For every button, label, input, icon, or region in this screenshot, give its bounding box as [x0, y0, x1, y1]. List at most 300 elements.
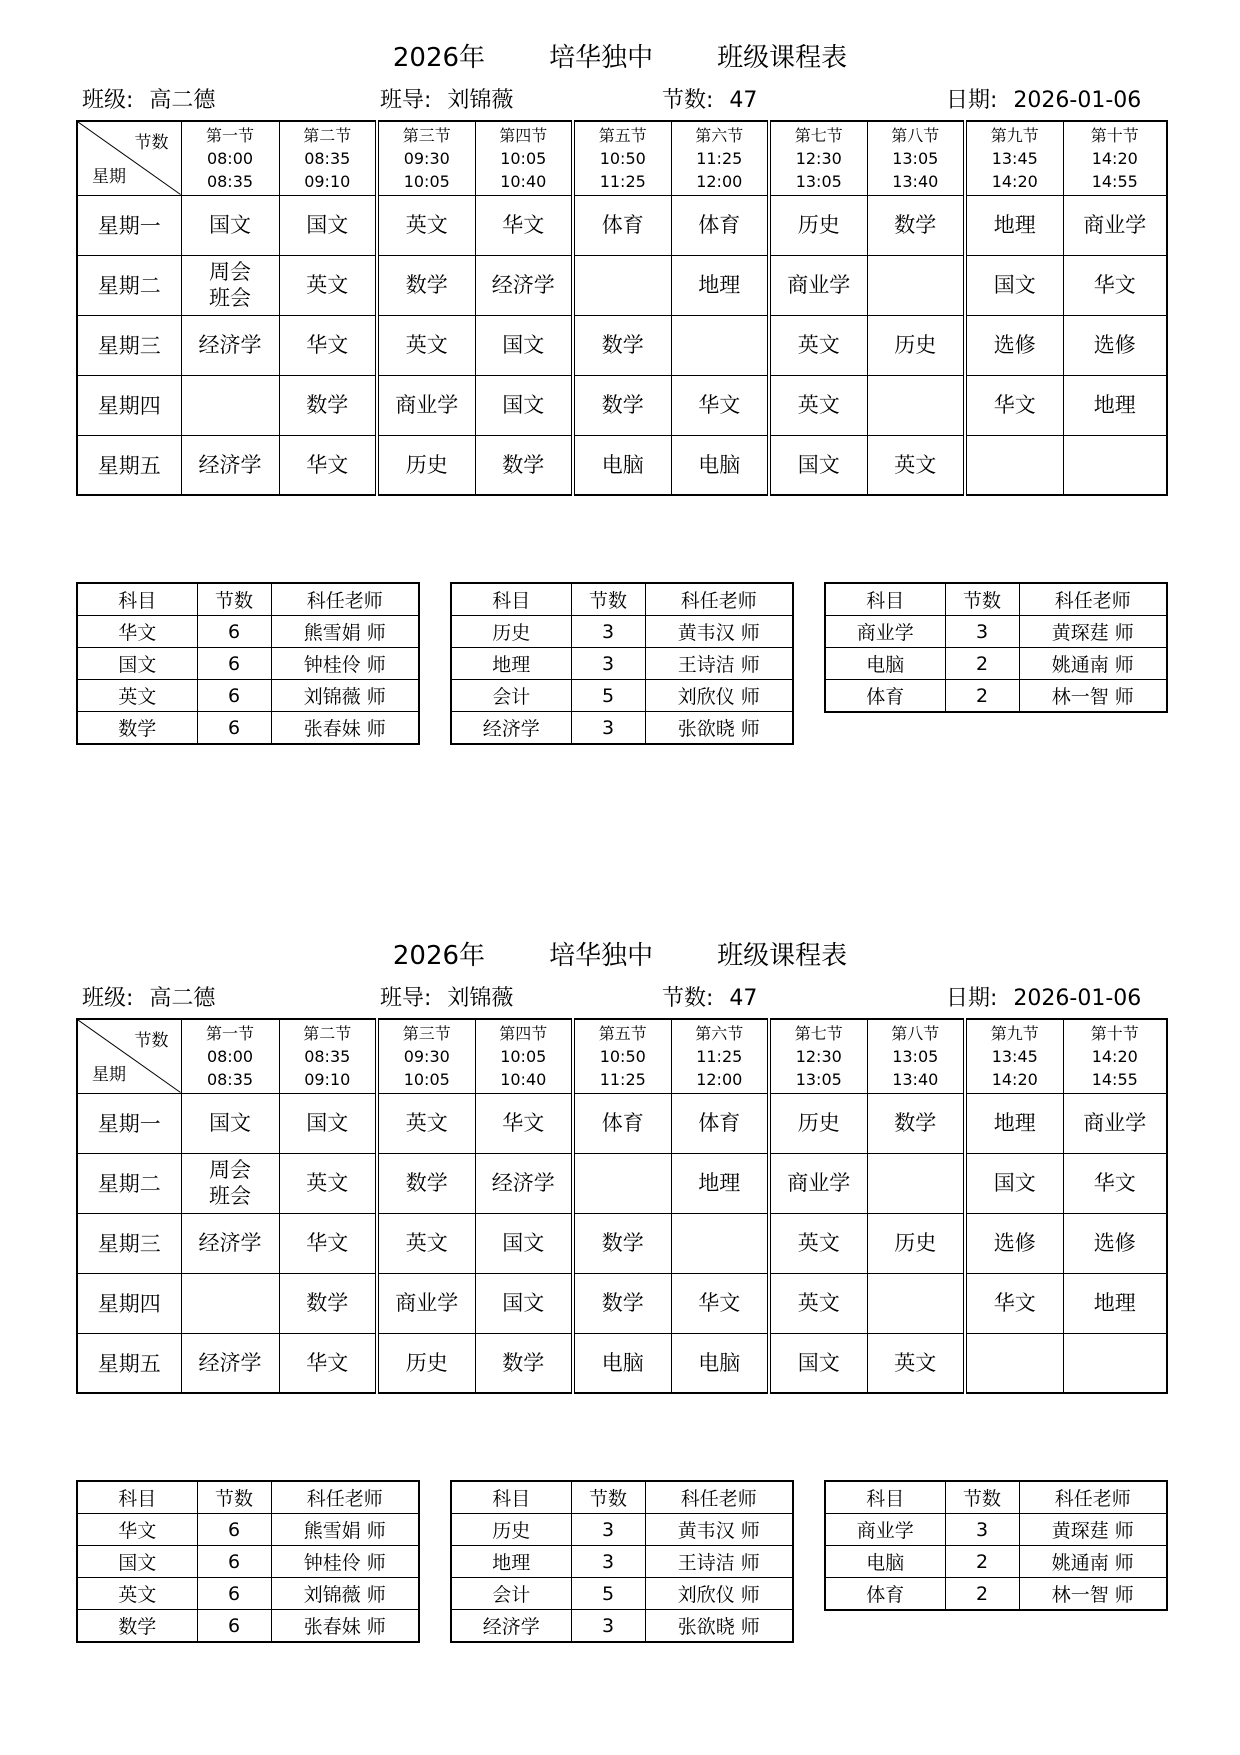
period-header: 第四节 10:05 10:40	[475, 121, 573, 195]
class-cell: 数学	[867, 1093, 965, 1153]
class-cell: 商业学	[377, 375, 475, 435]
class-cell	[965, 1333, 1063, 1393]
count-cell: 2	[945, 648, 1019, 680]
subject-cell: 会计	[451, 1578, 571, 1610]
count-cell: 3	[571, 616, 645, 648]
class-cell: 数学	[573, 1213, 671, 1273]
class-cell: 英文	[279, 255, 377, 315]
periods-value: 47	[729, 986, 758, 1011]
subject-cell: 历史	[451, 616, 571, 648]
class-cell: 国文	[769, 1333, 867, 1393]
subject-header: 科目	[451, 1481, 571, 1514]
teacher-cell: 钟桂伶 师	[271, 1546, 419, 1578]
class-cell: 国文	[279, 1093, 377, 1153]
date-info	[946, 984, 1141, 1014]
corner-bottom-label: 星期	[92, 166, 126, 187]
class-cell: 历史	[769, 195, 867, 255]
class-cell: 电脑	[573, 1333, 671, 1393]
title-year: 2026年	[392, 941, 486, 971]
class-cell: 商业学	[1063, 195, 1167, 255]
class-label: 班级:	[82, 88, 134, 113]
count-cell: 2	[945, 680, 1019, 713]
teacher-cell: 林一智 师	[1019, 1578, 1167, 1611]
class-cell: 选修	[1063, 1213, 1167, 1273]
period-header: 第三节 09:30 10:05	[377, 121, 475, 195]
class-cell: 英文	[377, 315, 475, 375]
teacher-header-row	[451, 1481, 793, 1514]
subject-header: 科目	[451, 583, 571, 616]
count-header: 节数	[197, 583, 271, 616]
day-label: 星期二	[77, 1153, 181, 1213]
day-label: 星期一	[77, 1093, 181, 1153]
mentor-info	[380, 86, 513, 116]
mentor-value: 刘锦薇	[447, 88, 514, 113]
class-cell: 华文	[279, 1333, 377, 1393]
mentor-value: 刘锦薇	[447, 986, 514, 1011]
class-cell: 经济学	[475, 255, 573, 315]
teacher-cell: 黄琛莛 师	[1019, 1514, 1167, 1546]
teacher-cell: 姚通南 师	[1019, 1546, 1167, 1578]
subject-cell: 会计	[451, 680, 571, 712]
teacher-row	[77, 1578, 419, 1610]
class-cell: 地理	[1063, 375, 1167, 435]
period-header: 第一节 08:00 08:35	[181, 121, 279, 195]
subject-cell: 电脑	[825, 1546, 945, 1578]
class-cell: 英文	[377, 1093, 475, 1153]
class-cell: 历史	[867, 1213, 965, 1273]
teacher-cell: 张欲晓 师	[645, 712, 793, 745]
count-cell: 2	[945, 1546, 1019, 1578]
count-header: 节数	[197, 1481, 271, 1514]
teacher-cell: 刘锦薇 师	[271, 680, 419, 712]
class-cell: 选修	[1063, 315, 1167, 375]
subject-cell: 地理	[451, 1546, 571, 1578]
teacher-cell: 钟桂伶 师	[271, 648, 419, 680]
period-header: 第七节 12:30 13:05	[769, 121, 867, 195]
teacher-row	[77, 1546, 419, 1578]
count-cell: 6	[197, 1610, 271, 1643]
period-header: 第十节 14:20 14:55	[1063, 121, 1167, 195]
class-cell: 华文	[475, 195, 573, 255]
day-label: 星期一	[77, 195, 181, 255]
day-row-mon	[77, 1093, 1167, 1153]
count-cell: 6	[197, 1578, 271, 1610]
subject-cell: 地理	[451, 648, 571, 680]
class-cell	[867, 255, 965, 315]
class-cell: 华文	[671, 1273, 769, 1333]
count-cell: 3	[945, 1514, 1019, 1546]
title-school: 培华独中	[549, 941, 654, 971]
teacher-cell: 姚通南 师	[1019, 648, 1167, 680]
period-header: 第四节 10:05 10:40	[475, 1019, 573, 1093]
count-cell: 6	[197, 1514, 271, 1546]
period-header: 第二节 08:35 09:10	[279, 1019, 377, 1093]
period-header: 第五节 10:50 11:25	[573, 1019, 671, 1093]
periods-info	[662, 86, 757, 116]
timetable-copy-1	[0, 0, 1240, 800]
class-cell: 历史	[377, 435, 475, 495]
day-row-fri	[77, 435, 1167, 495]
teacher-cell: 刘欣仪 师	[645, 1578, 793, 1610]
corner-cell	[77, 121, 181, 195]
teacher-table-1	[76, 582, 420, 745]
mentor-label: 班导:	[380, 88, 432, 113]
period-header: 第十节 14:20 14:55	[1063, 1019, 1167, 1093]
teacher-row	[77, 680, 419, 712]
page-title	[0, 938, 1240, 974]
class-cell: 地理	[1063, 1273, 1167, 1333]
teacher-cell: 刘锦薇 师	[271, 1578, 419, 1610]
period-header: 第八节 13:05 13:40	[867, 1019, 965, 1093]
teacher-header: 科任老师	[271, 583, 419, 616]
teacher-header: 科任老师	[645, 1481, 793, 1514]
title-year: 2026年	[392, 43, 486, 73]
mentor-info	[380, 984, 513, 1014]
class-cell: 国文	[475, 1213, 573, 1273]
schedule-table	[76, 120, 1168, 496]
subject-cell: 电脑	[825, 648, 945, 680]
subject-cell: 国文	[77, 648, 197, 680]
date-info	[946, 86, 1141, 116]
class-cell: 数学	[573, 375, 671, 435]
periods-label: 节数:	[662, 88, 714, 113]
class-cell: 体育	[671, 195, 769, 255]
class-cell: 国文	[965, 255, 1063, 315]
class-cell: 国文	[475, 375, 573, 435]
teacher-cell: 刘欣仪 师	[645, 680, 793, 712]
mentor-label: 班导:	[380, 986, 432, 1011]
subject-cell: 商业学	[825, 1514, 945, 1546]
class-cell: 英文	[867, 1333, 965, 1393]
class-cell: 经济学	[475, 1153, 573, 1213]
teacher-cell: 熊雪娟 师	[271, 616, 419, 648]
class-cell	[1063, 435, 1167, 495]
count-cell: 6	[197, 680, 271, 712]
period-header: 第九节 13:45 14:20	[965, 121, 1063, 195]
class-cell: 华文	[475, 1093, 573, 1153]
day-row-mon	[77, 195, 1167, 255]
class-cell: 地理	[965, 195, 1063, 255]
count-cell: 2	[945, 1578, 1019, 1611]
class-value: 高二德	[149, 986, 216, 1011]
class-cell: 英文	[377, 195, 475, 255]
class-cell	[867, 375, 965, 435]
period-header: 第八节 13:05 13:40	[867, 121, 965, 195]
teacher-cell: 熊雪娟 师	[271, 1514, 419, 1546]
teacher-cell: 张春妹 师	[271, 712, 419, 745]
schedule-header-row	[77, 1019, 1167, 1093]
class-cell: 华文	[279, 315, 377, 375]
class-cell: 电脑	[671, 1333, 769, 1393]
class-info	[82, 984, 215, 1014]
class-cell: 选修	[965, 315, 1063, 375]
subject-cell: 经济学	[451, 712, 571, 745]
title-doc: 班级课程表	[717, 43, 848, 73]
class-cell: 商业学	[377, 1273, 475, 1333]
class-cell: 数学	[377, 1153, 475, 1213]
class-cell: 数学	[279, 375, 377, 435]
count-cell: 3	[571, 712, 645, 745]
teacher-table-1	[76, 1480, 420, 1643]
class-cell	[671, 1213, 769, 1273]
class-cell: 数学	[573, 315, 671, 375]
class-cell: 地理	[671, 1153, 769, 1213]
period-header: 第六节 11:25 12:00	[671, 121, 769, 195]
class-cell: 英文	[867, 435, 965, 495]
class-cell	[671, 315, 769, 375]
subject-header: 科目	[825, 1481, 945, 1514]
teacher-cell: 黄琛莛 师	[1019, 616, 1167, 648]
class-cell	[573, 255, 671, 315]
class-cell: 英文	[769, 1213, 867, 1273]
subject-cell: 华文	[77, 1514, 197, 1546]
class-cell: 华文	[671, 375, 769, 435]
subject-cell: 商业学	[825, 616, 945, 648]
day-label: 星期二	[77, 255, 181, 315]
subject-header: 科目	[77, 583, 197, 616]
class-cell: 商业学	[769, 255, 867, 315]
class-cell	[965, 435, 1063, 495]
subject-cell: 经济学	[451, 1610, 571, 1643]
subject-cell: 华文	[77, 616, 197, 648]
corner-bottom-label: 星期	[92, 1064, 126, 1085]
teacher-header-row	[77, 1481, 419, 1514]
class-cell: 选修	[965, 1213, 1063, 1273]
class-cell: 华文	[279, 435, 377, 495]
teacher-row	[77, 1610, 419, 1643]
teacher-row	[77, 648, 419, 680]
teacher-row	[825, 648, 1167, 680]
day-row-tue	[77, 1153, 1167, 1213]
class-cell	[181, 1273, 279, 1333]
teacher-row	[77, 616, 419, 648]
class-cell: 英文	[769, 1273, 867, 1333]
count-cell: 3	[571, 1546, 645, 1578]
class-cell: 商业学	[1063, 1093, 1167, 1153]
periods-label: 节数:	[662, 986, 714, 1011]
teacher-table-3	[824, 1480, 1168, 1611]
teacher-header: 科任老师	[645, 583, 793, 616]
subject-cell: 英文	[77, 1578, 197, 1610]
class-cell	[867, 1153, 965, 1213]
class-cell: 经济学	[181, 1213, 279, 1273]
class-cell: 电脑	[573, 435, 671, 495]
subject-cell: 国文	[77, 1546, 197, 1578]
teacher-row	[825, 616, 1167, 648]
timetable-copy-2	[0, 898, 1240, 1698]
teacher-header-row	[825, 583, 1167, 616]
class-cell: 数学	[279, 1273, 377, 1333]
class-cell: 英文	[279, 1153, 377, 1213]
corner-top-label: 节数	[134, 1031, 169, 1051]
date-label: 日期:	[946, 88, 998, 113]
teacher-row	[825, 680, 1167, 713]
schedule-header-row	[77, 121, 1167, 195]
class-cell: 地理	[671, 255, 769, 315]
count-cell: 3	[571, 648, 645, 680]
class-cell: 数学	[867, 195, 965, 255]
subject-cell: 体育	[825, 680, 945, 713]
teacher-row	[451, 648, 793, 680]
class-cell: 华文	[1063, 255, 1167, 315]
count-cell: 5	[571, 1578, 645, 1610]
day-row-thu	[77, 375, 1167, 435]
class-cell: 英文	[769, 375, 867, 435]
subject-cell: 体育	[825, 1578, 945, 1611]
class-cell: 电脑	[671, 435, 769, 495]
day-row-tue	[77, 255, 1167, 315]
class-info	[82, 86, 215, 116]
class-cell: 数学	[475, 435, 573, 495]
teacher-row	[77, 712, 419, 745]
corner-top-label: 节数	[134, 133, 169, 153]
teacher-table-2	[450, 1480, 794, 1643]
count-cell: 6	[197, 1546, 271, 1578]
class-cell: 国文	[475, 1273, 573, 1333]
subject-header: 科目	[825, 583, 945, 616]
teacher-cell: 林一智 师	[1019, 680, 1167, 713]
teacher-header: 科任老师	[271, 1481, 419, 1514]
class-cell: 历史	[769, 1093, 867, 1153]
count-cell: 3	[945, 616, 1019, 648]
day-label: 星期四	[77, 1273, 181, 1333]
teacher-header: 科任老师	[1019, 583, 1167, 616]
day-label: 星期三	[77, 1213, 181, 1273]
class-cell: 数学	[377, 255, 475, 315]
teacher-cell: 王诗洁 师	[645, 1546, 793, 1578]
teacher-cell: 张春妹 师	[271, 1610, 419, 1643]
count-cell: 3	[571, 1514, 645, 1546]
subject-cell: 英文	[77, 680, 197, 712]
periods-info	[662, 984, 757, 1014]
count-header: 节数	[571, 583, 645, 616]
class-cell: 地理	[965, 1093, 1063, 1153]
class-cell: 英文	[377, 1213, 475, 1273]
teacher-row	[451, 1578, 793, 1610]
day-label: 星期四	[77, 375, 181, 435]
teacher-cell: 张欲晓 师	[645, 1610, 793, 1643]
teacher-row	[451, 616, 793, 648]
period-header: 第一节 08:00 08:35	[181, 1019, 279, 1093]
class-cell: 经济学	[181, 315, 279, 375]
corner-cell	[77, 1019, 181, 1093]
teacher-cell: 黄韦汉 师	[645, 616, 793, 648]
class-cell: 国文	[181, 195, 279, 255]
teacher-row	[451, 680, 793, 712]
teacher-row	[825, 1514, 1167, 1546]
period-header: 第二节 08:35 09:10	[279, 121, 377, 195]
date-value: 2026-01-06	[1013, 986, 1142, 1011]
class-cell	[573, 1153, 671, 1213]
class-cell	[1063, 1333, 1167, 1393]
count-header: 节数	[945, 583, 1019, 616]
teacher-header-row	[825, 1481, 1167, 1514]
class-cell: 数学	[573, 1273, 671, 1333]
day-label: 星期五	[77, 1333, 181, 1393]
teacher-row	[451, 1610, 793, 1643]
subject-header: 科目	[77, 1481, 197, 1514]
class-cell: 华文	[279, 1213, 377, 1273]
schedule-table	[76, 1018, 1168, 1394]
class-cell: 商业学	[769, 1153, 867, 1213]
period-header: 第七节 12:30 13:05	[769, 1019, 867, 1093]
teacher-header-row	[77, 583, 419, 616]
teacher-cell: 王诗洁 师	[645, 648, 793, 680]
count-cell: 6	[197, 616, 271, 648]
teacher-row	[825, 1546, 1167, 1578]
class-cell: 国文	[181, 1093, 279, 1153]
subject-cell: 数学	[77, 1610, 197, 1643]
class-cell	[181, 375, 279, 435]
page-title	[0, 40, 1240, 76]
title-doc: 班级课程表	[717, 941, 848, 971]
date-label: 日期:	[946, 986, 998, 1011]
day-label: 星期三	[77, 315, 181, 375]
class-cell	[867, 1273, 965, 1333]
date-value: 2026-01-06	[1013, 88, 1142, 113]
teacher-table-2	[450, 582, 794, 745]
class-cell: 华文	[965, 1273, 1063, 1333]
count-header: 节数	[945, 1481, 1019, 1514]
class-cell: 周会 班会	[181, 255, 279, 315]
count-cell: 6	[197, 648, 271, 680]
period-header: 第五节 10:50 11:25	[573, 121, 671, 195]
class-cell: 国文	[475, 315, 573, 375]
day-row-wed	[77, 1213, 1167, 1273]
class-cell: 华文	[1063, 1153, 1167, 1213]
day-row-wed	[77, 315, 1167, 375]
class-cell: 体育	[671, 1093, 769, 1153]
teacher-header-row	[451, 583, 793, 616]
class-cell: 历史	[867, 315, 965, 375]
count-cell: 3	[571, 1610, 645, 1643]
day-label: 星期五	[77, 435, 181, 495]
class-label: 班级:	[82, 986, 134, 1011]
class-cell: 英文	[769, 315, 867, 375]
class-value: 高二德	[149, 88, 216, 113]
period-header: 第六节 11:25 12:00	[671, 1019, 769, 1093]
teacher-row	[451, 712, 793, 745]
count-header: 节数	[571, 1481, 645, 1514]
day-row-fri	[77, 1333, 1167, 1393]
teacher-header: 科任老师	[1019, 1481, 1167, 1514]
teacher-cell: 黄韦汉 师	[645, 1514, 793, 1546]
count-cell: 6	[197, 712, 271, 745]
teacher-row	[825, 1578, 1167, 1611]
teacher-row	[451, 1546, 793, 1578]
count-cell: 5	[571, 680, 645, 712]
class-cell: 体育	[573, 1093, 671, 1153]
day-row-thu	[77, 1273, 1167, 1333]
subject-cell: 数学	[77, 712, 197, 745]
class-cell: 经济学	[181, 435, 279, 495]
class-cell: 经济学	[181, 1333, 279, 1393]
periods-value: 47	[729, 88, 758, 113]
teacher-row	[451, 1514, 793, 1546]
class-cell: 历史	[377, 1333, 475, 1393]
class-cell: 数学	[475, 1333, 573, 1393]
class-cell: 国文	[279, 195, 377, 255]
class-cell: 华文	[965, 375, 1063, 435]
class-cell: 体育	[573, 195, 671, 255]
title-school: 培华独中	[549, 43, 654, 73]
subject-cell: 历史	[451, 1514, 571, 1546]
class-cell: 周会 班会	[181, 1153, 279, 1213]
teacher-table-3	[824, 582, 1168, 713]
period-header: 第三节 09:30 10:05	[377, 1019, 475, 1093]
period-header: 第九节 13:45 14:20	[965, 1019, 1063, 1093]
teacher-row	[77, 1514, 419, 1546]
